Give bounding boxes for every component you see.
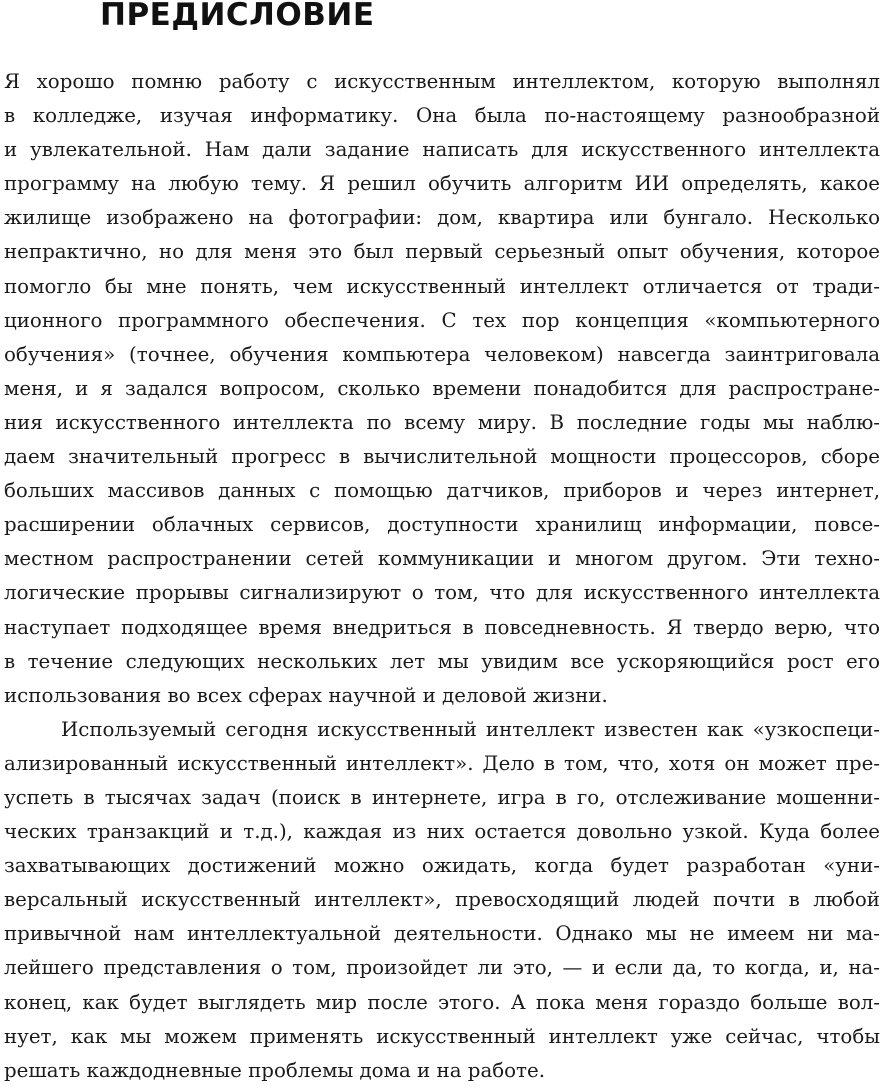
text-line: непрактично, но для меня это был первый серьезный опыт обучения, которое xyxy=(4,240,880,264)
text-line: и увлекательной. Нам дали задание написать для искусственного интеллекта xyxy=(4,138,880,162)
text-line: конец, как будет выглядеть мир после этого. А пока меня гораздо больше вол- xyxy=(4,990,880,1014)
text-line: расширении облачных сервисов, доступности хранилищ информации, повсе- xyxy=(4,513,880,537)
text-line: версальный искусственный интеллект», превосходящий людей почти в любой xyxy=(4,888,880,912)
text-line: в колледже, изучая информатику. Она была по-настоящему разнообразной xyxy=(4,104,880,128)
text-line: программу на любую тему. Я решил обучить алгоритм ИИ определять, какое xyxy=(4,172,880,196)
text-line: наступает подходящее время внедриться в повседневность. Я твердо верю, что xyxy=(4,615,880,639)
text-line: ния искусственного интеллекта по всему миру. В последние годы мы наблю- xyxy=(4,410,880,434)
text-line: в течение следующих нескольких лет мы увидим все ускоряющийся рост его xyxy=(4,649,880,673)
page-title: ПРЕДИСЛОВИЕ xyxy=(100,0,375,33)
text-line: успеть в тысячах задач (поиск в интернете, игра в го, отслеживание мошенни- xyxy=(4,785,880,809)
text-line: ализированный искусственный интеллект». Дело в том, что, хотя он может пре- xyxy=(4,751,880,775)
body-text xyxy=(4,65,880,1088)
text-line: решать каждодневные проблемы дома и на работе. xyxy=(4,1058,545,1082)
text-line: логические прорывы сигнализируют о том, что для искусственного интеллекта xyxy=(4,581,880,605)
text-line: ционного программного обеспечения. С тех пор концепция «компьютерного xyxy=(4,308,880,332)
text-line: нует, как мы можем применять искусственный интеллект уже сейчас, чтобы xyxy=(4,1024,880,1048)
text-line: ческих транзакций и т.д.), каждая из них остается довольно узкой. Куда более xyxy=(4,820,880,844)
text-line: жилище изображено на фотографии: дом, квартира или бунгало. Несколько xyxy=(4,206,880,230)
text-line: помогло бы мне понять, чем искусственный интеллект отличается от тради- xyxy=(4,274,880,298)
text-line: Я хорошо помню работу с искусственным интеллектом, которую выполнял xyxy=(4,70,880,93)
text-line: местном распространении сетей коммуникации и многом другом. Эти техно- xyxy=(4,547,880,571)
text-line: обучения» (точнее, обучения компьютера человеком) навсегда заинтриговала xyxy=(4,342,880,366)
text-line: захватывающих достижений можно ожидать, когда будет разработан «уни- xyxy=(4,854,880,878)
text-line: меня, и я задался вопросом, сколько времени понадобится для распростране- xyxy=(4,376,880,400)
text-line: Используемый сегодня искусственный интеллект известен как «узкоспеци- xyxy=(61,717,880,741)
text-line: лейшего представления о том, произойдет ли это, — и если да, то когда, и, на- xyxy=(4,956,880,980)
text-line: даем значительный прогресс в вычислительной мощности процессоров, сборе xyxy=(4,445,880,469)
text-line: больших массивов данных с помощью датчиков, приборов и через интернет, xyxy=(4,479,880,503)
text-line: использования во всех сферах научной и деловой жизни. xyxy=(4,683,608,707)
text-line: привычной нам интеллектуальной деятельности. Однако мы не имеем ни ма- xyxy=(4,922,880,946)
